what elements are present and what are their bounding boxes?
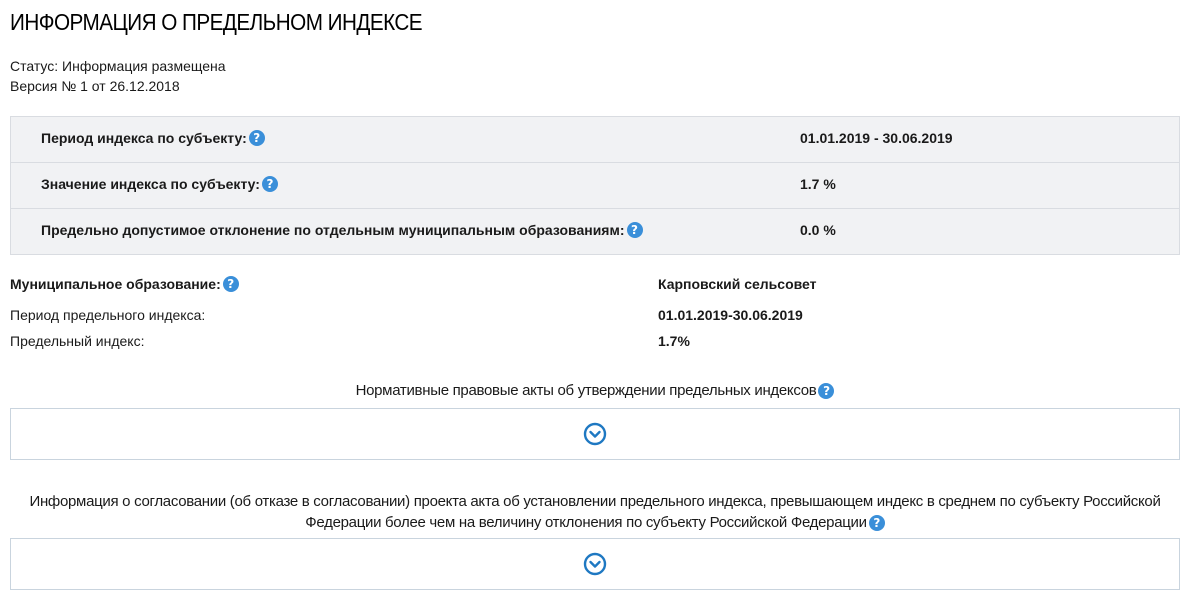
page-title: ИНФОРМАЦИЯ О ПРЕДЕЛЬНОМ ИНДЕКСЕ	[10, 9, 423, 35]
help-question-icon[interactable]: ?	[627, 222, 643, 238]
agreement-expander[interactable]	[10, 538, 1180, 590]
index-row-label	[41, 130, 265, 146]
acts-expander[interactable]	[10, 408, 1180, 460]
agreement-section-title	[10, 491, 1180, 533]
index-row-period	[11, 117, 1179, 163]
agreement-title-line2: Федерации более чем на величину отклонения по субъекту Российской Федерации	[305, 514, 867, 531]
chevron-down-circle-icon[interactable]	[583, 422, 607, 446]
acts-section-title	[10, 380, 1180, 401]
index-deviation-value: 0.0 %	[800, 222, 836, 238]
index-value-value: 1.7 %	[800, 176, 836, 192]
index-period-label: Период индекса по субъекту:	[41, 130, 247, 146]
municipal-period-value: 01.01.2019-30.06.2019	[658, 307, 803, 323]
index-deviation-label: Предельно допустимое отклонение по отдельным муниципальным образованиям:	[41, 222, 625, 238]
help-question-icon[interactable]: ?	[223, 276, 239, 292]
municipal-period-label: Период предельного индекса:	[10, 307, 206, 323]
index-value-label: Значение индекса по субъекту:	[41, 176, 260, 192]
subject-index-table	[10, 116, 1180, 255]
help-question-icon[interactable]: ?	[869, 515, 885, 531]
municipal-label: Муниципальное образование:	[10, 276, 221, 292]
agreement-title-line2-wrap	[10, 512, 1180, 533]
index-row-label	[41, 176, 278, 192]
index-row-label	[41, 222, 643, 238]
municipal-value: Карповский сельсовет	[658, 276, 817, 292]
municipal-index-label: Предельный индекс:	[10, 333, 145, 349]
help-question-icon[interactable]: ?	[818, 383, 834, 399]
municipal-index-value: 1.7%	[658, 333, 690, 349]
version-text: Версия № 1 от 26.12.2018	[10, 78, 180, 94]
chevron-down-circle-icon[interactable]	[583, 552, 607, 576]
municipal-label-group	[10, 276, 239, 292]
help-question-icon[interactable]: ?	[249, 130, 265, 146]
index-row-value	[11, 163, 1179, 209]
index-period-value: 01.01.2019 - 30.06.2019	[800, 130, 953, 146]
status-text: Статус: Информация размещена	[10, 58, 226, 74]
index-row-deviation	[11, 209, 1179, 255]
agreement-title-line1: Информация о согласовании (об отказе в согласовании) проекта акта об установлении предельного индекса, превышающем индекс в среднем по субъекту Российской	[29, 493, 1161, 510]
help-question-icon[interactable]: ?	[262, 176, 278, 192]
acts-title-text: Нормативные правовые акты об утверждении предельных индексов	[355, 382, 817, 399]
